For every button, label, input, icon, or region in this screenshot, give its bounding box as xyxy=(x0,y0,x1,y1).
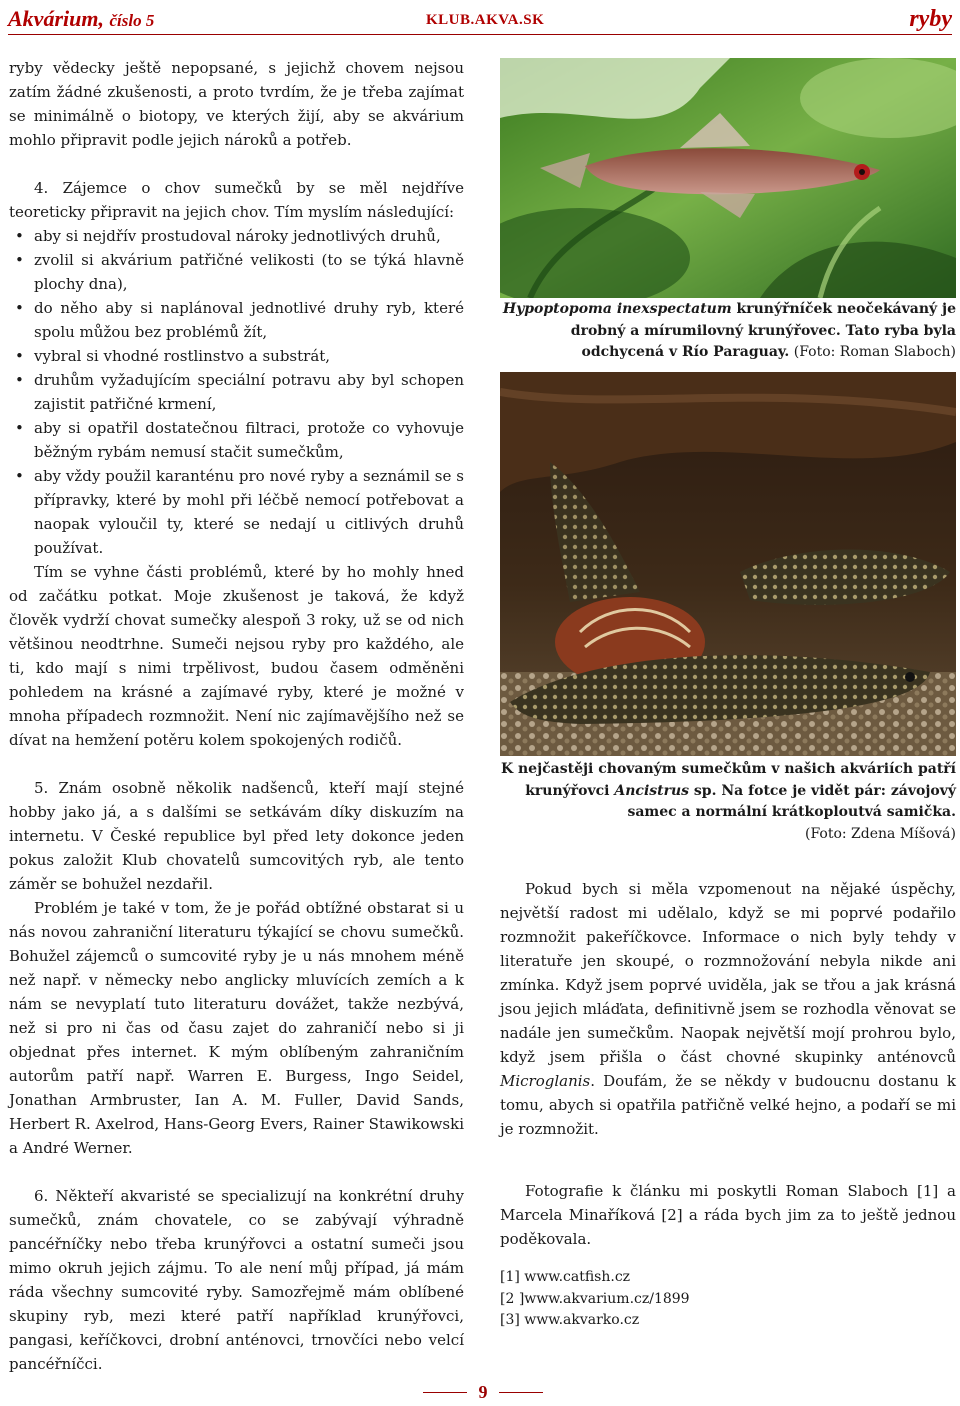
photo-credit: (Foto: Zdena Míšová) xyxy=(805,825,956,842)
paragraph-4: 4. Zájemce o chov sumečků by se měl nejdříve teoreticky připravit na jejich chov. Tím myslím následující: xyxy=(9,179,464,221)
photo-credit: (Foto: Roman Slaboch) xyxy=(789,344,956,360)
reference-link[interactable]: [1] www.catfish.cz xyxy=(500,1269,631,1285)
paragraph-6: 6. Někteří akvaristé se specializují na konkrétní druhy sumečků, znám chovatele, co se zabývají výhradně pancéřníčky nebo třeba krunýřovci a ostatní sumeči jsou mimo okruh jejich zájmu. To ale není můj případ, já mám ráda všechny sumcovité ryby. Samozřejmě mám oblíbené skupiny ryb, mezi které patří například krunýřovci, pangasi, keříčkovci, drobní anténovci, trnovčíci nebo velcí pancéřníčci. xyxy=(9,1187,464,1373)
list-item: • aby vždy použil karanténu pro nové ryby a seznámil se s přípravky, které by mohl při léčbě nemocí potřebovat a naopak vyloučil ty, které se nedají u citlivých druhů používat. xyxy=(9,464,464,560)
page-number: 9 xyxy=(423,1382,543,1404)
divider xyxy=(499,1392,543,1393)
photo-hypoptopoma xyxy=(500,58,956,298)
paragraph-4-continued: Tím se vyhne části problémů, které by ho mohly hned od začátku potkat. Moje zkušenost je taková, že když člověk vydrží chovat sumečky alespoň 3 roky, už se od nich většinou neodtrhne. Sumeči nejsou ryby pro každého, ale ti, kdo mají s nimi trpělivost, budou časem odměněni pohledem na krásné a zajímavé ryby, které je možné v mnoha případech rozmnožit. Není nic zajímavějšího než se dívat na hemžení potěru kolem spokojených rodičů. xyxy=(9,563,464,749)
reference-link[interactable]: [2 ]www.akvarium.cz/1899 xyxy=(500,1290,690,1307)
catfish-photo-illustration xyxy=(500,372,956,756)
list-item: • aby si opatřil dostatečnou filtraci, protože co vyhovuje běžným rybám nemusí stačit sumečkům, xyxy=(9,416,464,464)
paragraph-5: 5. Znám osobně několik nadšenců, kteří mají stejné hobby jako já, a s dalšími se setkávám díky diskuzím na internetu. V České republice byl před lety dokonce jeden pokus založit Klub chovatelů sumcovitých ryb, ale tento záměr se bohužel nezdařil. xyxy=(9,779,464,893)
bullet-list xyxy=(9,224,464,560)
list-item: • aby si nejdřív prostudoval nároky jednotlivých druhů, xyxy=(9,224,464,248)
genus-name: Microglanis xyxy=(500,1072,591,1090)
paragraph-5-continued: Problém je také v tom, že je pořád obtížné obstarat si u nás novou zahraniční literaturu týkající se chovu sumečků. Bohužel zájemců o sumcovité ryby je u nás mnohem méně než např. v německy nebo anglicky mluvících zemích a k nám se nevyplatí tuto literaturu dovážet, takže nezbývá, než si pro ni čas od času zajet do zahraničí nebo si ji objednat přes internet. K mým oblíbeným zahraničním autorům patří např. Warren E. Burgess, Ingo Seidel, Jonathan Armbruster, Ian A. M. Fuller, David Sands, Herbert R. Axelrod, Hans-Georg Evers, Rainer Stawikowski a André Werner. xyxy=(9,899,464,1157)
photo-caption-1: Hypoptopoma inexspectatum krunýřníček neočekávaný je drobný a mírumilovný krunýřovec. Tato ryba byla odchycená v Río Paraguay. (Foto: Roman Slaboch) xyxy=(502,301,956,360)
photo-ancistrus xyxy=(500,372,956,756)
site-url[interactable]: KLUB.AKVA.SK xyxy=(426,12,545,28)
list-item: • do něho aby si naplánoval jednotlivé druhy ryb, které spolu můžou bez problémů žít, xyxy=(9,296,464,344)
magazine-title: Akvárium, číslo 5 xyxy=(8,6,155,31)
list-item: • druhům vyžadujícím speciální potravu aby byl schopen zajistit patřičné krmení, xyxy=(9,368,464,416)
paragraph-successes: Pokud bych si měla vzpomenout na nějaké úspěchy, největší radost mi udělalo, když se mi poprvé podařilo rozmnožit pakeříčkovce. Informace o nich byly tehdy v literatuře jen skoupé, o rozmnožování nebyla nikde ani zmínka. Když jsem poprvé uviděla, jak se třou a jak krásná jsou jejich mláďata, definitivně jsem se rozhodla věnovat se nadále jen sumečkům. Naopak největší mojí prohrou bylo, když jsem přišla o část chovné skupinky anténovců Microglanis. Doufám, že se někdy v budoucnu dostanu k tomu, abych si opatřila patřičně velké hejno, a podaří se mi je rozmnožit. xyxy=(500,880,956,1138)
references xyxy=(500,1267,956,1332)
left-column xyxy=(9,56,464,1376)
genus-name: Ancistrus xyxy=(614,782,690,799)
page-header xyxy=(8,4,952,35)
species-name: Hypoptopoma inexspectatum xyxy=(502,301,732,317)
reference-link[interactable]: [3] www.akvarko.cz xyxy=(500,1312,640,1328)
paragraph-thanks: Fotografie k článku mi poskytli Roman Slaboch [1] a Marcela Minaříková [2] a ráda bych jim za to ještě jednou poděkovala. xyxy=(500,1182,956,1248)
list-item: • vybral si vhodné rostlinstvo a substrát, xyxy=(9,344,464,368)
photo-caption-2: K nejčastěji chovaným sumečkům v našich akváriích patří krunýřovci Ancistrus sp. Na fotce je vidět pár: závojový samec a normální krátkoploutvá samička. (Foto: Zdena Míšová) xyxy=(500,761,956,842)
fish-photo-illustration xyxy=(500,58,956,298)
paragraph-intro: ryby vědecky ještě nepopsané, s jejichž chovem nejsou zatím žádné zkušenosti, a proto tvrdím, že je třeba zajímat se minimálně o biotopy, ve kterých žijí, aby se akvárium mohlo připravit podle jejich nároků a potřeb. xyxy=(9,59,464,149)
list-item: • zvolil si akvárium patřičné velikosti (to se týká hlavně plochy dna), xyxy=(9,248,464,296)
section-name: ryby xyxy=(909,6,952,32)
issue-number: číslo 5 xyxy=(109,11,155,30)
right-column xyxy=(500,877,956,1332)
